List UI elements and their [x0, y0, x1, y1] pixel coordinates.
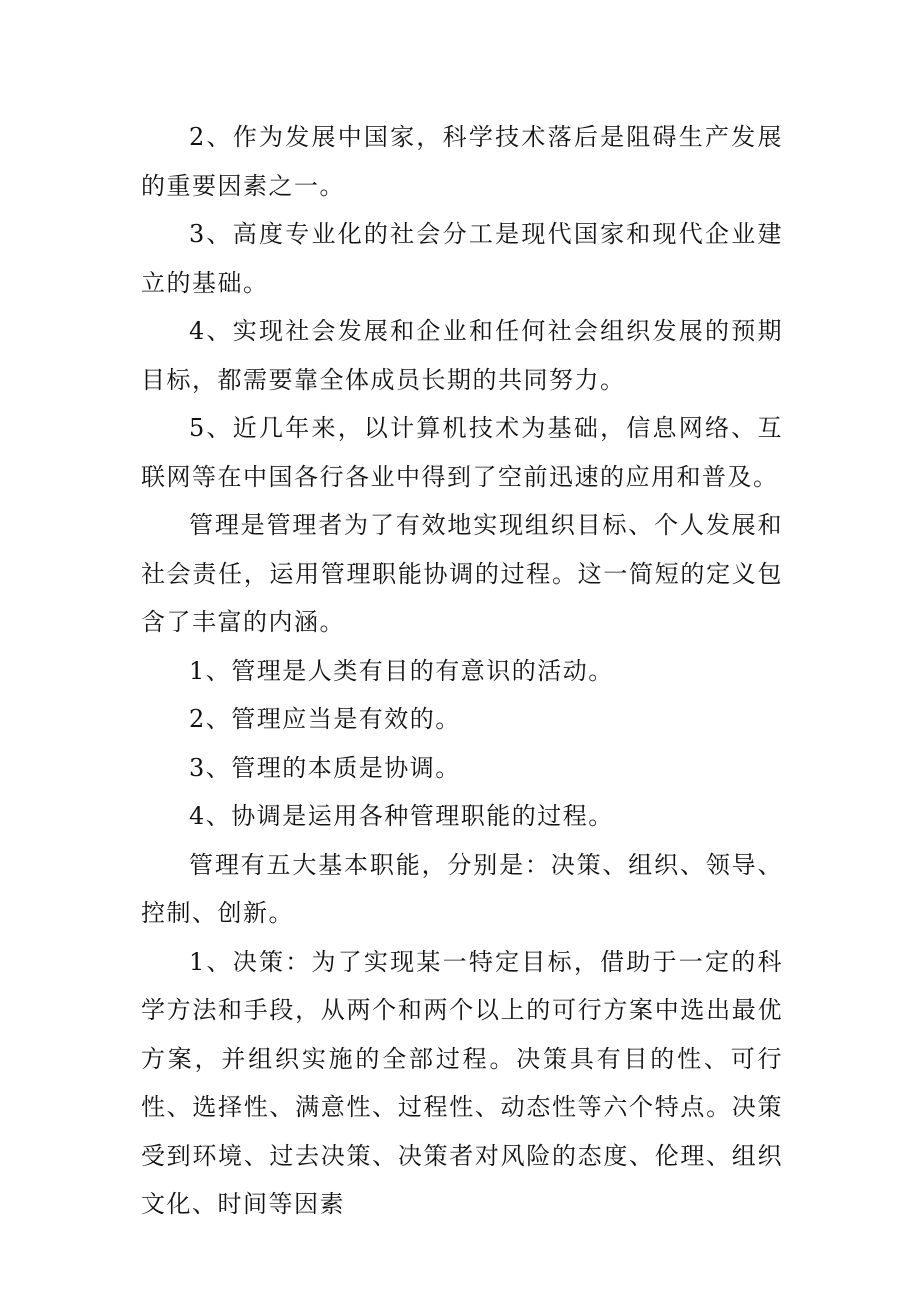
paragraph-decision: 1、决策：为了实现某一特定目标，借助于一定的科学方法和手段，从两个和两个以上的可行方案中选出最优方案，并组织实施的全部过程。决策具有目的性、可行性、选择性、满意性、过程性、动态性等六个特点。决策受到环境、过去决策、决策者对风险的态度、伦理、组织文化、时间等因素	[141, 947, 783, 1218]
paragraph-tech-backwardness: 2、作为发展中国家，科学技术落后是阻碍生产发展的重要因素之一。	[141, 123, 783, 200]
paragraph-purposeful-activity: 1、管理是人类有目的有意识的活动。	[189, 656, 614, 685]
paragraph-five-functions: 管理有五大基本职能，分别是：决策、组织、领导、控制、创新。	[141, 850, 783, 927]
paragraph-internet: 5、近几年来，以计算机技术为基础，信息网络、互联网等在中国各行各业中得到了空前迅速的应用和普及。	[141, 414, 783, 491]
paragraph-common-effort: 4、实现社会发展和企业和任何社会组织发展的预期目标，都需要靠全体成员长期的共同努力。	[141, 317, 783, 394]
paragraph-effective: 2、管理应当是有效的。	[189, 705, 461, 733]
paragraph-management-definition: 管理是管理者为了有效地实现组织目标、个人发展和社会责任，运用管理职能协调的过程。这一简短的定义包含了丰富的内涵。	[141, 511, 783, 636]
document-body	[141, 113, 783, 1229]
paragraph-coordination: 3、管理的本质是协调。	[189, 753, 461, 782]
paragraph-social-division: 3、高度专业化的社会分工是现代国家和现代企业建立的基础。	[141, 220, 783, 297]
paragraph-functions-process: 4、协调是运用各种管理职能的过程。	[189, 802, 614, 830]
